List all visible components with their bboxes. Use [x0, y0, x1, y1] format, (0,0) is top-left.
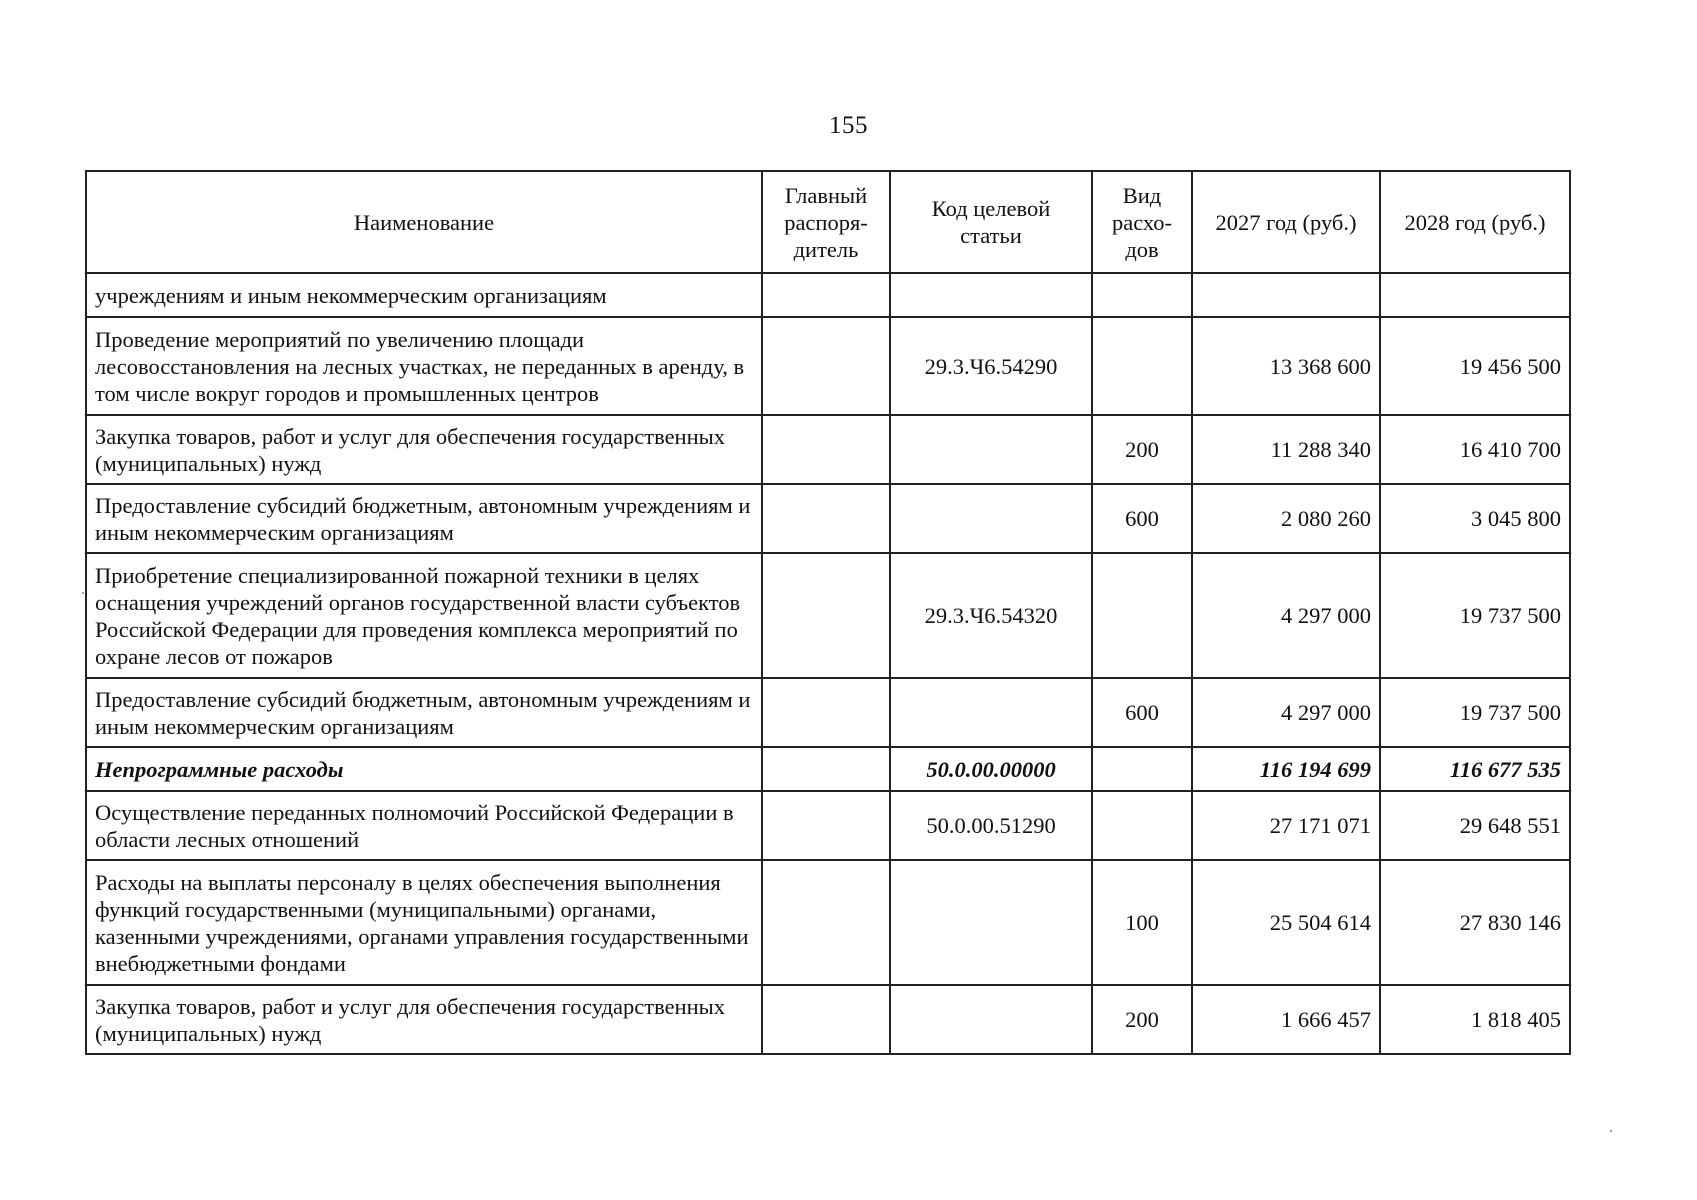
row-admin [762, 273, 890, 317]
row-2027: 1 666 457 [1192, 985, 1380, 1054]
row-2028: 16 410 700 [1380, 415, 1570, 484]
row-2028: 27 830 146 [1380, 860, 1570, 985]
row-2028: 19 456 500 [1380, 317, 1570, 415]
row-2027: 25 504 614 [1192, 860, 1380, 985]
row-code [890, 985, 1092, 1054]
table-row [86, 678, 1570, 747]
row-2027: 4 297 000 [1192, 553, 1380, 678]
row-2028: 19 737 500 [1380, 553, 1570, 678]
row-kind: 200 [1092, 985, 1192, 1054]
row-admin [762, 791, 890, 860]
row-name: Проведение мероприятий по увеличению площади лесовосстановления на лесных участках, не переданных в аренду, в том числе вокруг городов и промышленных центров [86, 317, 762, 415]
row-2027: 27 171 071 [1192, 791, 1380, 860]
row-name: Закупка товаров, работ и услуг для обеспечения государственных (муниципальных) нужд [86, 415, 762, 484]
row-admin [762, 484, 890, 553]
header-code: Код целевой статьи [890, 171, 1092, 273]
row-2028: 116 677 535 [1380, 747, 1570, 791]
row-2027: 116 194 699 [1192, 747, 1380, 791]
row-2027: 11 288 340 [1192, 415, 1380, 484]
scan-speck [1610, 1130, 1612, 1132]
row-2028: 19 737 500 [1380, 678, 1570, 747]
row-code [890, 273, 1092, 317]
row-kind: 100 [1092, 860, 1192, 985]
row-admin [762, 747, 890, 791]
row-code: 50.0.00.51290 [890, 791, 1092, 860]
row-name: Осуществление переданных полномочий Российской Федерации в области лесных отношений [86, 791, 762, 860]
scan-speck [82, 592, 84, 594]
row-kind [1092, 791, 1192, 860]
row-kind [1092, 747, 1192, 791]
row-admin [762, 415, 890, 484]
row-kind: 600 [1092, 484, 1192, 553]
table-row [86, 273, 1570, 317]
row-code [890, 484, 1092, 553]
row-kind [1092, 317, 1192, 415]
row-name: Предоставление субсидий бюджетным, автономным учреждениям и иным некоммерческим организациям [86, 484, 762, 553]
row-kind [1092, 273, 1192, 317]
header-admin: Главный распоря-дитель [762, 171, 890, 273]
row-2028: 1 818 405 [1380, 985, 1570, 1054]
row-2028: 3 045 800 [1380, 484, 1570, 553]
header-2027: 2027 год (руб.) [1192, 171, 1380, 273]
row-admin [762, 317, 890, 415]
row-2028 [1380, 273, 1570, 317]
row-2027: 4 297 000 [1192, 678, 1380, 747]
row-admin [762, 860, 890, 985]
row-name: Предоставление субсидий бюджетным, автономным учреждениям и иным некоммерческим организациям [86, 678, 762, 747]
row-admin [762, 678, 890, 747]
header-row [86, 171, 1570, 273]
header-kind: Вид расхо-дов [1092, 171, 1192, 273]
row-2028: 29 648 551 [1380, 791, 1570, 860]
row-kind [1092, 553, 1192, 678]
table-row [86, 860, 1570, 985]
row-admin [762, 553, 890, 678]
row-name: Приобретение специализированной пожарной техники в целях оснащения учреждений органов государственной власти субъектов Российской Федерации для проведения комплекса мероприятий по охране лесов от пожаров [86, 553, 762, 678]
row-kind: 200 [1092, 415, 1192, 484]
row-code: 50.0.00.00000 [890, 747, 1092, 791]
row-code: 29.3.Ч6.54290 [890, 317, 1092, 415]
table-row [86, 985, 1570, 1054]
row-2027: 2 080 260 [1192, 484, 1380, 553]
row-2027 [1192, 273, 1380, 317]
row-code: 29.3.Ч6.54320 [890, 553, 1092, 678]
row-code [890, 415, 1092, 484]
header-2028: 2028 год (руб.) [1380, 171, 1570, 273]
table-row [86, 415, 1570, 484]
row-admin [762, 985, 890, 1054]
budget-table [85, 170, 1571, 1055]
row-kind: 600 [1092, 678, 1192, 747]
row-name: Расходы на выплаты персоналу в целях обеспечения выполнения функций государственными (муниципальными) органами, казенными учреждениями, органами управления государственными внебюджетными фондами [86, 860, 762, 985]
table-row [86, 317, 1570, 415]
header-name: Наименование [86, 171, 762, 273]
table-row [86, 484, 1570, 553]
row-name: Закупка товаров, работ и услуг для обеспечения государственных (муниципальных) нужд [86, 985, 762, 1054]
row-2027: 13 368 600 [1192, 317, 1380, 415]
table-row-section [86, 747, 1570, 791]
table-row [86, 791, 1570, 860]
table-row [86, 553, 1570, 678]
row-code [890, 860, 1092, 985]
row-code [890, 678, 1092, 747]
row-name: учреждениям и иным некоммерческим организациям [86, 273, 762, 317]
row-name: Непрограммные расходы [86, 747, 762, 791]
page-number: 155 [829, 112, 868, 139]
